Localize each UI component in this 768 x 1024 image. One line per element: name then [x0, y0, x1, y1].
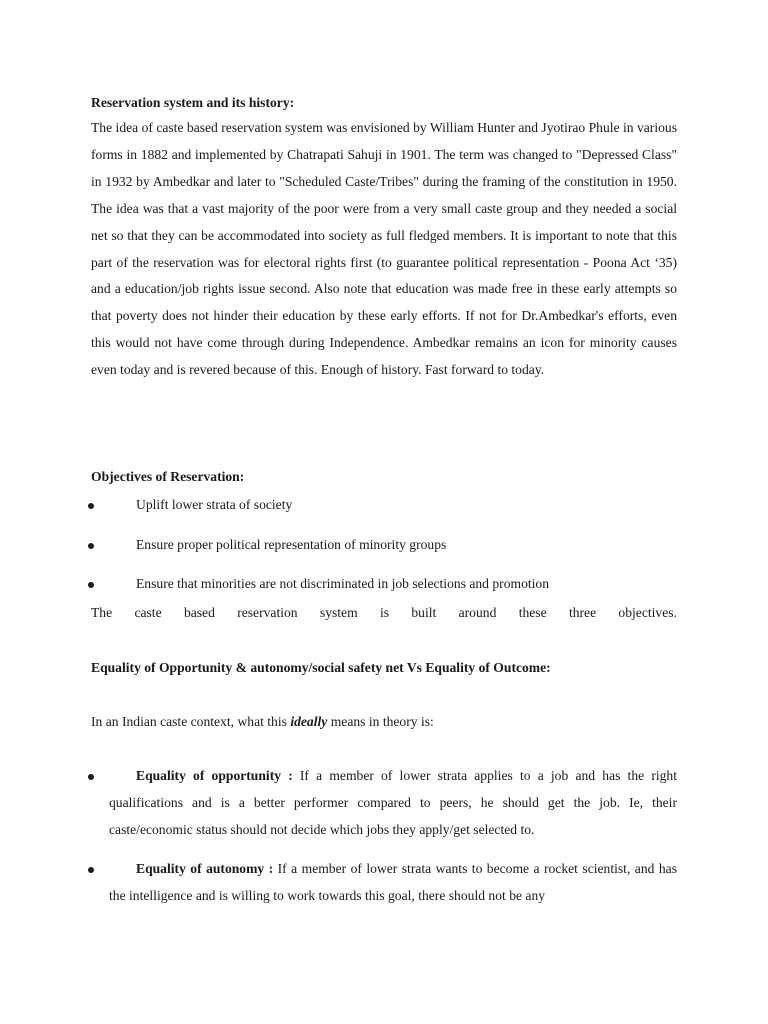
bullet-icon: [88, 543, 94, 549]
summary-word: objectives.: [618, 605, 677, 620]
summary-word: built: [411, 605, 437, 620]
summary-word: system: [319, 605, 358, 620]
definition-opportunity: [109, 762, 677, 843]
intro-text-end: means in theory is:: [327, 714, 434, 729]
bullet-icon: [88, 774, 94, 780]
bullet-icon: [88, 867, 94, 873]
summary-word: caste: [134, 605, 162, 620]
summary-word: based: [183, 605, 215, 620]
equality-intro: [91, 714, 677, 730]
definition-text: If a member of lower strata applies to a job and has the right qualifications and is a better performer compared to peers, he should get the job. Ie, their caste/economic status should not decide which jobs they apply/get selected to.: [109, 768, 677, 837]
objective-item: Uplift lower strata of society: [136, 497, 293, 512]
definition-term: Equality of opportunity :: [136, 768, 293, 783]
objective-item: Ensure proper political representation of minority groups: [136, 537, 447, 552]
summary-word: three: [568, 605, 597, 620]
intro-emphasis: ideally: [290, 714, 328, 729]
bullet-icon: [88, 582, 94, 588]
summary-word: The: [91, 605, 113, 620]
definition-term: Equality of autonomy :: [136, 861, 274, 876]
summary-word: is: [379, 605, 390, 620]
intro-text: In an Indian caste context, what this: [91, 714, 291, 729]
objectives-summary: [91, 605, 677, 621]
objective-item: Ensure that minorities are not discriminated in job selections and promotion: [136, 576, 550, 591]
summary-word: reservation: [237, 605, 298, 620]
bullet-icon: [88, 503, 94, 509]
section-heading-objectives: Objectives of Reservation:: [91, 469, 245, 484]
definition-text: If a member of lower strata wants to become a rocket scientist, and has the intelligence and is willing to work towards this goal, there should not be any: [109, 861, 677, 903]
summary-word: around: [458, 605, 497, 620]
summary-word: these: [518, 605, 547, 620]
history-paragraph: The idea of caste based reservation system was envisioned by William Hunter and Jyotirao Phule in various forms in 1882 and implemented by Chatrapati Sahuji in 1901. The term was changed to "Depressed Class" in 1932 by Ambedkar and later to "Scheduled Caste/Tribes" during the framing of the constitution in 1950. The idea was that a vast majority of the poor were from a very small caste group and they needed a social net so that they can be accommodated into society as full fledged members. It is important to note that this part of the reservation was for electoral rights first (to guarantee political representation - Poona Act ‘35) and a education/job rights issue second. Also note that education was made free in these early attempts so that poverty does not hinder their education by these early efforts. If not for Dr.Ambedkar's efforts, even this would not have come through during Independence. Ambedkar remains an icon for minority causes even today and is revered because of this. Enough of history. Fast forward to today.: [91, 120, 677, 378]
section-heading-equality: Equality of Opportunity & autonomy/social safety net Vs Equality of Outcome:: [91, 660, 551, 675]
definition-autonomy: [109, 855, 677, 909]
section-heading-history: Reservation system and its history:: [91, 95, 295, 110]
